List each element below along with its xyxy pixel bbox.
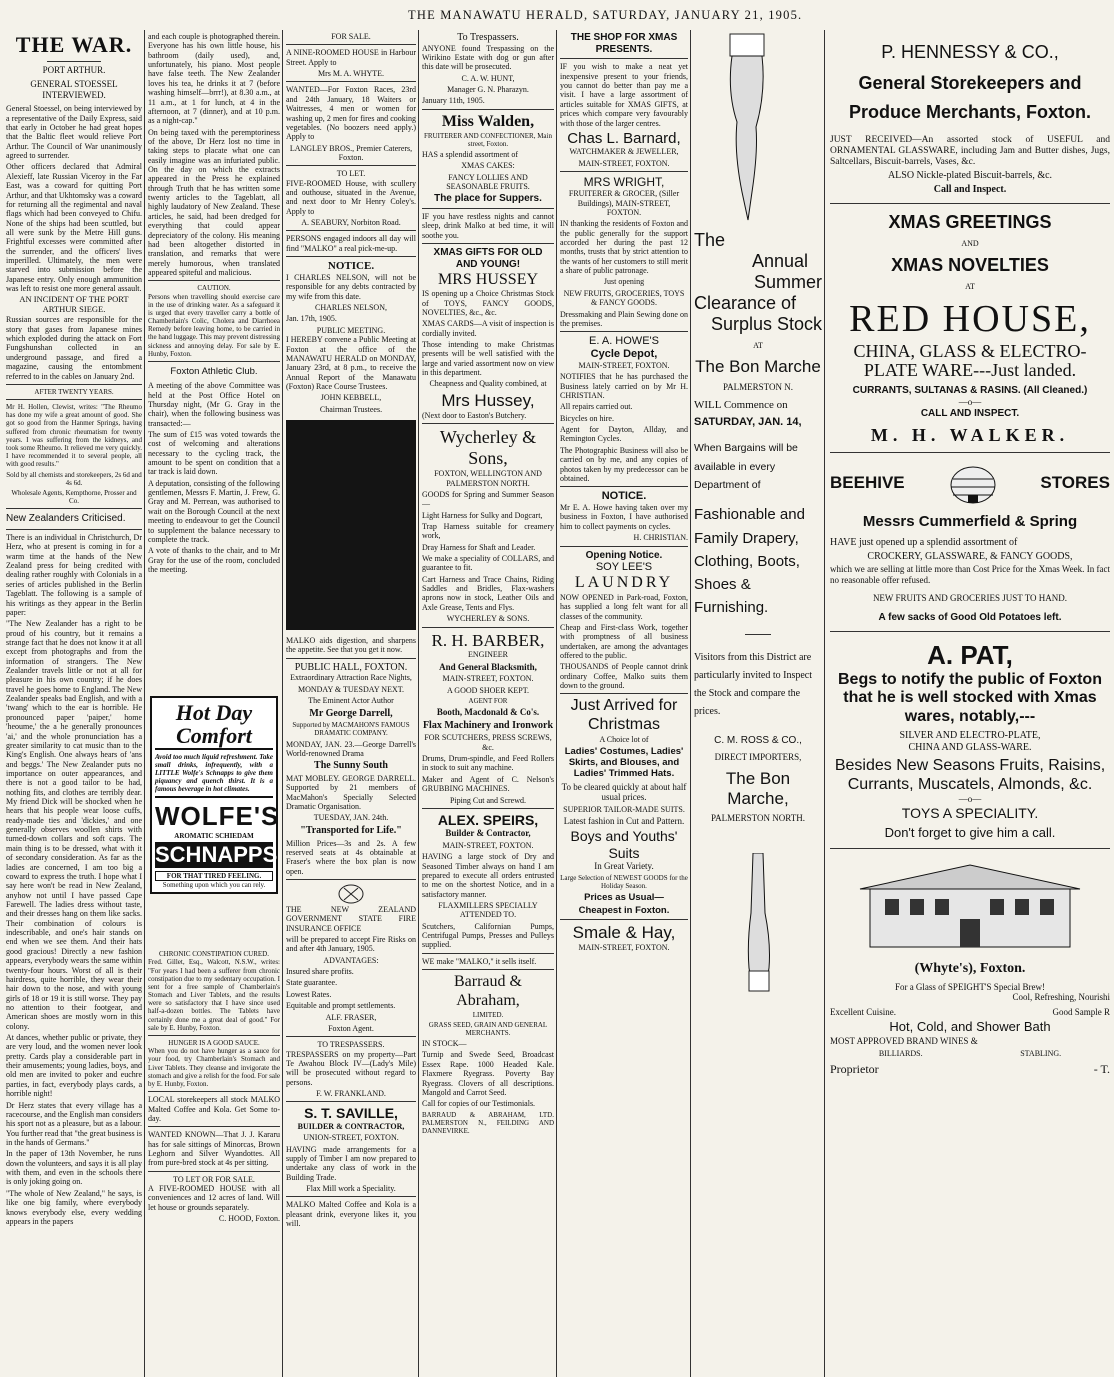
article-line: The Eminent Actor Author	[308, 696, 394, 706]
article-line: MONDAY & TUESDAY NEXT.	[297, 684, 405, 694]
section-heading: TO LET.	[336, 169, 366, 179]
signature: Chairman Trustees.	[319, 404, 383, 414]
article-paragraph: A NINE-ROOMED HOUSE in Harbour Street. Apply to	[286, 48, 416, 67]
article-paragraph: IF you wish to make a neat yet inexpensive present to your friends, you cannot do better than pay me a visit. I have a large assortment of articles suitable for XMAS GIFTS, at prices which compare very favourably with those of the larger centres.	[560, 62, 688, 128]
hot-day-title: Hot Day Comfort	[155, 701, 273, 749]
article-line: Trap Harness suitable for creamery work,	[422, 521, 554, 541]
separator-glyph: —o—	[958, 794, 982, 805]
article-paragraph: MALKO aids digestion, and sharpens the appetite. See that you get it now.	[286, 636, 416, 655]
hand-area	[694, 32, 822, 232]
article-line: UNION-STREET, FOXTON.	[303, 1133, 399, 1143]
section-heading: HUNGER IS A GOOD SAUCE.	[168, 1039, 260, 1048]
article-line: Equitable and prompt settlements.	[286, 1001, 396, 1011]
signature: Mrs M. A. WHYTE.	[317, 69, 385, 79]
importers-text: DIRECT IMPORTERS,	[714, 752, 802, 763]
bon-marche-title: The Bon Marche	[695, 356, 821, 376]
article-paragraph: XMAS CARDS—A visit of inspection is cordially invited.	[422, 319, 554, 338]
signature: ALF. FRASER,	[325, 1012, 377, 1022]
call-inspect: Call and Inspect.	[933, 183, 1007, 195]
article-paragraph: PERSONS engaged indoors all day will find "MALKO" a real pick-me-up.	[286, 234, 416, 253]
stabling-text: STABLING.	[1020, 1048, 1062, 1058]
article-line: ENGINEER	[468, 650, 508, 660]
section-heading: PUBLIC MEETING.	[316, 325, 386, 335]
coat-of-arms-icon	[336, 883, 366, 905]
article-line: Prices as Usual—	[584, 892, 664, 904]
article-line: A GOOD SHOER KEPT.	[446, 685, 530, 695]
pat-title: A. PAT,	[927, 640, 1013, 671]
column-rule	[144, 30, 145, 1377]
section-heading: PUBLIC HALL, FOXTON.	[294, 661, 408, 673]
article-line: Booth, Macdonald & Co's.	[436, 707, 540, 718]
visitors-text: Visitors from this District are particularly invited to Inspect the Stock and compare the prices.	[694, 651, 813, 717]
proprietor-row	[830, 1062, 1110, 1076]
article-paragraph: Mr H. Hollen, Clewist, writes: "The Rheumo has done my wife a great amount of good. She got so good from the Hanmer Springs, having suffered from chronic rheumatism for twenty years. I was suffering from the kidneys, and took some Rheumo. It relieved me very quickly. I have recommended it to several people, all with good results."	[6, 403, 142, 469]
china-text: CHINA AND GLASS-WARE.	[908, 741, 1032, 753]
signature: January 11th, 1905.	[422, 96, 485, 106]
section-heading: Opening Notice.	[585, 549, 663, 561]
article-paragraph: I HEREBY convene a Public Meeting at Foxton at the office of the MANAWATU HERALD on MONDAY, January 23rd, at 8 p.m., to receive the Annual Report of the Manawatu (Foxton) Race Course Trustees.	[286, 335, 416, 391]
article-line: BARRAUD & ABRAHAM, LTD. PALMERSTON N., FEILDING AND DANNEVIRKE.	[422, 1110, 554, 1136]
article-paragraph: Russian sources are responsible for the story that gases from Japanese mines which exploded during the attack on Fort Fungshunshan collected in an underground passage, and fired a magazine, causing the entombment referred to in the cables on January 2nd.	[6, 315, 142, 381]
article-paragraph: There is an individual in Christchurch, Dr Herz, who at present is coming in for a warm time at the hands of the New Zealand press for being credited with dealing rather roughly with Colonials in a series of articles published in the Berlin Tageblatt. The following is a sample of his writings as they appear in the Berlin paper:	[6, 532, 142, 617]
article-line: Bicycles on hire.	[560, 413, 614, 423]
article-paragraph: will be prepared to accept Fire Risks on and after 4th January, 1905.	[286, 935, 416, 954]
cuisine-row	[830, 1007, 1110, 1018]
tired-text: FOR THAT TIRED FEELING.	[155, 871, 273, 881]
article-line: The place for Suppers.	[434, 193, 542, 205]
article-line: In Great Variety.	[594, 861, 654, 872]
beehive-header	[830, 461, 1110, 505]
silver-text: SILVER AND ELECTRO-PLATE,	[899, 730, 1041, 742]
selling-text: which we are selling at little more than Cost Price for the Xmas Week. In fact no reasonable offer refused.	[830, 564, 1110, 585]
article-line: Drums, Drum-spindle, and Feed Rollers in stock to suit any machine.	[422, 754, 554, 773]
article-line: Cheapest in Foxton.	[578, 905, 670, 917]
article-paragraph: WE make "MALKO," it sells itself.	[422, 956, 537, 966]
article-line: WATCHMAKER & JEWELLER,	[569, 147, 679, 157]
article-paragraph: "The New Zealander has a right to be proud of his country, but it remains a strange fact that he does not know it at all except from photographs and from the information of strangers. The New Zealander travels little or not at all for pleasure in his own country; if he does travel he goes home to England. The New Zealander speaks bad English, and with a 'twang' which to the ear is horrible. He pronounced paper 'paiper,' home 'heoume,' the a he generally pronounces 'ai,' and the whole pronunciation has a greater similarity to cat music than to the King's English. One always hears of 'ans and beggs.' The New Zealander puts no importance on outer appearances, and there is not a good tailor to be had, nothing fits, and clothes are terribly dear. My friend Dick will be shocked when he hears that his people wear loose cuffs, ready-made ties and 'dickies,' and one generally observes woollen shirts with turned-down collars and soft caps. The main thing is to be dressed, what with it of secondary consideration. As far as the ladies are concerned, I am too big a coward to express the truth. I hope what I say here won't be read in New Zealand, anyhow not until I have passed Cape Farewell. The ladies dress without taste, and their dresses hang on them like sacks. Their combination of colours is indescribable, and one's hair stands on end when we see them. And their hats good gracious! Directly a new fashion appears, everybody wears the same within twenty-four hours. Worst of all is their hairdress, quite horrible, they wear their hair down to the nose, and with young girls of 18 or 19 it is still worse. They pay no attention to their footgear, and American shoes are mostly worn in this colony.	[6, 619, 142, 1031]
baths-text: Hot, Cold, and Shower Bath	[889, 1019, 1051, 1035]
hotel-building-icon	[850, 857, 1090, 957]
article-paragraph: ANYONE found Trespassing on the Wirikino Estate with dog or gun after this date will be prosecuted.	[422, 43, 554, 72]
article-line: ADVANTAGES:	[323, 955, 379, 965]
wycherley-title: Wycherley & Sons,	[439, 427, 537, 469]
article-paragraph: A FIVE-ROOMED HOUSE with all conveniences and 12 acres of land. Will let house or grounds separately.	[148, 1184, 280, 1212]
cummerfield-title: Messrs Cummerfield & Spring	[862, 513, 1078, 531]
article-line: Dressmaking and Plain Sewing done on the premises.	[560, 309, 688, 328]
article-line: Flax Mill work a Speciality.	[306, 1183, 396, 1193]
masthead	[0, 0, 1114, 30]
article-line: FRUITERER AND CONFECTIONER, Main street, Foxton.	[424, 131, 552, 148]
article-line: SUPERIOR TAILOR-MADE SUITS.	[563, 804, 685, 814]
also-text: ALSO Nickle-plated Biscuit-barrels, &c.	[887, 169, 1053, 181]
article-line: Cart Harness and Trace Chains, Riding Saddles and Bridles, Flax-washers aprons now in stock, Leather Oils and Axle Grease, Tents and Flys.	[422, 574, 554, 612]
column-rule	[556, 30, 557, 1377]
section-heading: To Trespassers.	[457, 32, 519, 43]
column-2	[148, 32, 280, 1372]
article-line: Call for copies of our Testimonials.	[422, 1099, 536, 1109]
article-line: LIMITED.	[472, 1010, 504, 1019]
beehive-word: BEEHIVE	[830, 473, 905, 493]
xmas-greetings: XMAS GREETINGS	[888, 212, 1052, 233]
new-fruits-text: NEW FRUITS AND GROCERIES JUST TO HAND.	[872, 593, 1068, 604]
hennessy-title: P. HENNESSY & CO.,	[881, 42, 1059, 62]
article-paragraph: Mr E. A. Howe having taken over my business in Foxton, I have authorised him to collect payments on cycles.	[560, 503, 688, 531]
walden-title: Miss Walden,	[441, 112, 535, 130]
signature: Jan. 17th, 1905.	[286, 314, 337, 324]
article-paragraph: HAVING made arrangements for a supply of Timber I am now prepared to undertake any class of work in the Building Trade.	[286, 1144, 416, 1182]
article-line: Agent for Dayton, Allday, and Remington Cycles.	[560, 425, 688, 444]
article-line: Lowest Rates.	[286, 989, 332, 999]
article-line: FLAXMILLERS SPECIALLY ATTENDED TO.	[438, 900, 538, 920]
article-line: AGENT FOR	[468, 697, 508, 706]
cuisine-text: Excellent Cuisine.	[830, 1006, 896, 1017]
column-1	[6, 32, 142, 1372]
column-rule	[690, 30, 691, 1377]
annual-word: Annual	[751, 251, 808, 272]
article-paragraph: TRESPASSERS on my property—Part Te Awahou Block IV—(Lady's Mile) will be prosecuted without regard to persons.	[286, 1049, 416, 1087]
currants-text: CURRANTS, SULTANAS & RASINS. (All Cleaned.)	[852, 385, 1088, 397]
article-line: The Sunny South	[314, 760, 388, 772]
the-word: The	[694, 230, 726, 250]
article-paragraph: NOTIFIES that he has purchased the Business lately carried on by Mr H. CHRISTIAN.	[560, 372, 688, 401]
article-line: MAIN-STREET, FOXTON.	[442, 674, 534, 684]
smale-hay-title: Smale & Hay,	[572, 923, 676, 943]
signature: JOHN KEBBELL,	[320, 393, 382, 403]
at-word: AT	[753, 341, 763, 351]
crockery-text: CROCKERY, GLASSWARE, & FANCY GOODS,	[867, 550, 1073, 562]
signature: WYCHERLEY & SONS.	[446, 614, 530, 624]
christmas-title: Just Arrived for Christmas	[570, 697, 678, 734]
article-line: All repairs carried out.	[560, 402, 633, 412]
wright-title: MRS WRIGHT,	[583, 175, 665, 190]
seasons-text: Besides New Seasons Fruits, Raisins, Currants, Muscatels, Almonds, &c.	[834, 757, 1106, 793]
war-sub: PORT ARTHUR.	[42, 64, 106, 75]
just-received-text: JUST RECEIVED—An assorted stock of USEFUL and ORNAMENTAL GLASSWARE, including Jam and Butter dishes, Jugs, Saltcellars, Biscuit-barrels, Vases, &c.	[830, 134, 1110, 167]
boys-suits: Boys and Youths' Suits	[570, 828, 678, 861]
article-paragraph: Sold by all chemists and storekeepers, 2s 6d and 4s 6d.	[6, 470, 142, 487]
barber-title: R. H. BARBER,	[431, 630, 545, 650]
article-line: Flax Machinery and Ironwork	[422, 719, 554, 731]
article-line: GOODS for Spring and Summer Season—	[422, 489, 554, 509]
article-line: MAT MOBLEY. GEORGE DARRELL. Supported by 21 members of MacMahon's Specially Selected Dramatic Organisation.	[286, 774, 416, 812]
saville-title: S. T. SAVILLE,	[304, 1105, 398, 1122]
article-paragraph: THOUSANDS of People cannot drink ordinary Coffee, Malko suits them down to the ground.	[560, 662, 688, 691]
proprietor-name: - T.	[1093, 1062, 1110, 1077]
section-heading: TO TRESPASSERS.	[317, 1040, 385, 1050]
masthead-text: THE MANAWATU HERALD, SATURDAY, JANUARY 21, 1905.	[408, 8, 803, 22]
article-line: Insured share profits.	[286, 967, 354, 977]
separator-glyph: —o—	[958, 397, 982, 408]
article-line: FOXTON, WELLINGTON AND PALMERSTON NORTH.	[434, 469, 542, 488]
sample-text: Good Sample R	[1052, 1006, 1110, 1017]
article-line: MAIN-STREET, FOXTON.	[442, 840, 534, 850]
article-line: Piping Cut and Screwd.	[450, 795, 526, 805]
article-paragraph: Wholesale Agents, Kempthorne, Prosser and Co.	[11, 488, 137, 506]
article-paragraph: and each couple is photographed therein. Everyone has his own little house, his bathroom (daily used), and, unfortunately, his piano. Most people have false teeth. The New Zealander loves his tea, he drinks it at 7 (before washing himself—brrr!), at 8.30 a.m., at 11 a.m., at 1 for lunch, at 4 in the afternoon, at 7 (dinner), and at 10 p.m. as a night-cap."	[148, 32, 280, 126]
china-glass-text: CHINA, GLASS & ELECTRO-PLATE WARE---Just landed.	[853, 340, 1087, 380]
howe-sub: Cycle Depot,	[590, 348, 658, 361]
war-title: THE WAR.	[15, 32, 133, 57]
article-line: And General Blacksmith,	[439, 661, 537, 672]
article-line: Mr George Darrell,	[309, 707, 393, 719]
article-paragraph: The sum of £15 was voted towards the cost of welcoming and alterations necessary to the cycling track, the amount to be spent on condition that a tar track is laid down.	[148, 429, 280, 477]
clearance-word: Clearance of	[694, 293, 797, 314]
article-line: XMAS CAKES:	[461, 161, 515, 171]
column-7	[830, 32, 1110, 1377]
wines-text: MOST APPROVED BRAND WINES &	[830, 1036, 978, 1047]
article-paragraph: On being taxed with the peremptoriness of the above, Dr Herz lost no time in taking steps to placate what one can easily imagine was an infuriated public. On the day on which the extracts appeared in the Press he explained through Truth that he has written some twenty articles to the Tageblatt, all highly laudatory of New Zealand. These articles, he said, had been dredged for everything that could appear depreciatory of the colony. His meaning had been altogether distorted in translation, and remarks that were merely humorous, when translated appeared spiteful and malicious.	[148, 127, 280, 277]
potatoes-text: A few sacks of Good Old Potatoes left.	[878, 611, 1062, 623]
article-paragraph: Turnip and Swede Seed, Broadcast Essex Rape. 1000 Headed Kale. Flaxmere Ryegrass. Poverty Bay Ryegrass. Clovers of all descriptions. Mangold and Carrot Seed.	[422, 1050, 554, 1097]
palmerston-text: PALMERSTON N.	[722, 382, 794, 393]
article-paragraph: At dances, whether public or private, they are very loud, and the women never look pretty. Cards play a considerable part in their amusements; young ladies, boys, and old men are invited to poker and euchre parties, in fact, everybody plays cards, a horrible night!	[6, 1033, 142, 1099]
will-commence: WILL Commence on	[694, 398, 788, 411]
wolfe-brand: WOLFE'S	[155, 801, 280, 832]
article-line: (Next door to Easton's Butchery.	[422, 410, 527, 420]
billiards-row	[830, 1049, 1110, 1058]
article-line: Extraordinary Attraction Race Nights,	[290, 673, 412, 683]
xmas-novelties: XMAS NOVELTIES	[891, 254, 1049, 275]
article-paragraph: Other officers declared that Admiral Alexieff, late Russian Viceroy in the Far East, was a coward for quitting Port Arthur, and that Ukhtomsky was a coward for returning all the regimental and naval flags which had been conveyed to Chifu. None of the ships had been scuttled, but all were sunk by the Metre Hill guns. Frightful excesses were committed after the surrender, and the officers' lives imperilled. Ultimately, the men were starved into submission before the Japanese entry. Only enough ammunition was left to resist one more general assault.	[6, 162, 142, 294]
hussey-name: Mrs Hussey,	[441, 390, 535, 410]
article-line: MAIN-STREET, FOXTON.	[578, 360, 670, 370]
section-heading: FOR SALE.	[331, 32, 371, 41]
article-line: Just opening	[603, 277, 645, 287]
summer-word: Summer	[753, 272, 822, 293]
article-paragraph: WANTED—For Foxton Races, 23rd and 24th January, 18 Waiters or Waitresses, 4 men or women for washing up, 2 men for fires and cooking vegetables. (No boozers need apply.) Apply to	[286, 85, 416, 142]
section-heading: New Zealanders Criticised.	[6, 513, 126, 525]
section-heading: Foxton Athletic Club.	[170, 366, 258, 378]
war-head: GENERAL STOESSEL INTERVIEWED.	[30, 79, 118, 100]
article-line: MONDAY, JAN. 23.—George Darrell's World-renowned Drama	[286, 739, 416, 758]
signature: C. HOOD, Foxton.	[218, 1214, 280, 1224]
bon-marche-title-2: The Bon Marche,	[725, 768, 791, 808]
signature: Foxton Agent.	[328, 1023, 374, 1033]
saturday-date: SATURDAY, JAN. 14,	[694, 415, 802, 428]
signature: LANGLEY BROS., Premier Caterers, Foxton.	[289, 143, 413, 162]
signature: H. CHRISTIAN.	[633, 533, 688, 543]
schnapps-advert	[150, 696, 278, 894]
dont-forget: Don't forget to give him a call.	[884, 825, 1056, 841]
article-paragraph: LOCAL storekeepers all stock MALKO Malted Coffee and Kola. Get Some to-day.	[148, 1095, 280, 1123]
signature: A. SEABURY, Norbiton Road.	[301, 218, 401, 228]
schnapps-brand: SCHNAPPS	[155, 842, 278, 868]
article-line: State guarantee.	[286, 978, 338, 988]
have-text: HAVE just opened up a splendid assortment of	[830, 536, 1018, 548]
column-rule	[824, 30, 825, 1377]
article-line: Large Selection of NEWEST GOODS for the Holiday Season.	[560, 873, 688, 890]
pointing-hand-icon	[743, 853, 773, 993]
column-6	[694, 32, 822, 1372]
article-line: FANCY LOLLIES AND SEASONABLE FRUITS.	[446, 172, 530, 192]
section-heading: CHRONIC CONSTIPATION CURED.	[158, 950, 269, 959]
at-word-2: AT	[965, 281, 975, 291]
article-paragraph: When you do not have hunger as a sauce for your food, try Chamberlain's Stomach and Liver Tablets. They cleanse and invigorate the stomach and give a relish for the food. For sale by E. Hunby, Foxton.	[148, 1047, 280, 1088]
section-heading: NOTICE.	[327, 260, 375, 273]
article-paragraph: A meeting of the above Committee was held at the Post Office Hotel on Thursday night, (Mr G. Gray in the chair), when the following business was transacted:—	[148, 381, 280, 428]
section-heading: XMAS GIFTS FOR OLD AND YOUNG!	[433, 247, 543, 270]
laundry-title: LAUNDRY	[574, 574, 674, 592]
signature: CHARLES NELSON,	[314, 303, 387, 313]
article-line: "Transported for Life."	[300, 824, 402, 836]
speirs-title: ALEX. SPEIRS,	[437, 811, 539, 828]
article-line: IN STOCK—	[422, 1039, 467, 1049]
article-paragraph: Scutchers, Californian Pumps, Centrifugal Pumps, Presses and Pulleys supplied.	[422, 921, 554, 950]
red-house-title: RED HOUSE,	[849, 298, 1091, 341]
article-paragraph: HAVING a large stock of Dry and Seasoned Timber always on hand I am prepared to execute all orders entrusted to me on the shortest Notice, and in a satisfactory manner.	[422, 852, 554, 899]
article-line: FOR SCUTCHERS, PRESS SCREWS, &c.	[424, 733, 552, 752]
pointing-hand-icon	[722, 32, 772, 222]
billiards-text: BILLIARDS.	[878, 1048, 923, 1058]
article-paragraph: IS opening up a Choice Christmas Stock of TOYS, FANCY GOODS, NOVELTIES, &c., &c.	[422, 289, 554, 317]
article-line: Cheapness and Quality combined, at	[429, 379, 547, 389]
column-5	[560, 32, 688, 1372]
refreshing-text: Cool, Refreshing, Nourishi	[1012, 992, 1110, 1003]
article-line: Dray Harness for Shaft and Leader.	[422, 542, 536, 552]
article-line: MAIN-STREET, FOXTON.	[578, 158, 670, 168]
article-line: BUILDER & CONTRACTOR,	[297, 1121, 405, 1131]
beehive-icon	[938, 461, 1008, 505]
section-heading: AFTER TWENTY YEARS.	[34, 387, 114, 396]
tired-sub: Something upon which you can rely.	[162, 880, 266, 889]
signature: Manager G. N. Pharazyn.	[447, 85, 529, 95]
article-paragraph: WANTED KNOWN—That J. J. Kararu has for sale sittings of Minorcas, Brown Leghorn and Silver Wyandottes. All from pure-bred stock at 4s per sitting.	[148, 1130, 280, 1168]
blacked-out-area	[286, 420, 416, 630]
speights-text: For a Glass of SPEIGHT'S Special Brew!	[894, 981, 1046, 992]
signature: C. A. W. HUNT,	[461, 73, 515, 83]
storekeepers-text: General Storekeepers and Produce Merchants, Foxton.	[848, 73, 1092, 122]
article-line: Latest fashion in Cut and Pattern.	[563, 815, 685, 826]
article-paragraph: In the paper of 13th November, he runs down the volunteers, and says it is all play with them, and even in the schools there is only joking going on.	[6, 1149, 142, 1187]
barraud-title: Barraud & Abraham,	[454, 973, 522, 1009]
call-and-inspect: CALL AND INSPECT.	[920, 407, 1020, 419]
section-heading: THE SHOP FOR XMAS PRESENTS.	[570, 32, 678, 55]
article-paragraph: THE NEW ZEALAND GOVERNMENT STATE FIRE INSURANCE OFFICE	[286, 904, 416, 933]
column-rule	[282, 30, 283, 1377]
article-paragraph: MALKO Malted Coffee and Kola is a pleasant drink, everyone likes it, you will.	[286, 1200, 416, 1229]
article-line: Maker and Agent of C. Nelson's GRUBBING MACHINES.	[422, 774, 554, 794]
article-line: To be cleared quickly at about half usual prices.	[561, 781, 687, 803]
article-line: NEW FRUITS, GROCERIES, TOYS & FANCY GOODS.	[563, 288, 685, 308]
article-paragraph: A deputation, consisting of the following gentlemen, Messrs F. Martin, J. Frew, G. Gray and M. Perrean, was authorised to wait on the Borough Council at the next meeting to endeavour to get the Council to supplement the balance necessary to complete the track.	[148, 478, 280, 544]
article-line: Light Harness for Sulky and Dogcart,	[422, 510, 543, 520]
article-paragraph: FIVE-ROOMED House, with scullery and outhouse, situated in the Avenue, and next door to Mr Henry Coley's. Apply to	[286, 178, 416, 216]
article-line: GRASS SEED, GRAIN AND GENERAL MERCHANTS.	[428, 1020, 548, 1037]
article-line: Builder & Contractor,	[445, 828, 531, 839]
fashionable-text: Fashionable and Family Drapery, Clothing, Boots, Shoes & Furnishing.	[694, 506, 805, 617]
article-paragraph: Persons when travelling should exercise care in the use of drinking water. As a safeguard it is urged that every traveller carry a bottle of Chamberlain's Colic, Cholera and Diarrhoea Remedy before leaving home, to be carried in the hand luggage. This may prevent distressing sickness and annoying delay. For sale by E. Hunby, Foxton.	[148, 292, 280, 358]
article-paragraph: Dr Herz states that every village has a racecourse, and the English man considers his sport not as a pleasure, but as a labour. You further read that "the great business is in the hands of Germans."	[6, 1100, 142, 1147]
article-line: FRUITERER & GROCER, (Siller Buildings), MAIN-STREET, FOXTON.	[568, 189, 680, 217]
article-paragraph: I CHARLES NELSON, will not be responsible for any debts contracted by my wife from this date.	[286, 273, 416, 301]
article-paragraph: Cheap and First-class Work, together with promptness of all business undertaken, are among the advantages offered to the public.	[560, 622, 688, 660]
article-paragraph: IF you have restless nights and cannot sleep, drink Malko at bed time, it will soothe you.	[422, 212, 554, 240]
article-line: A Choice lot of	[599, 734, 649, 744]
article-paragraph: Those intending to make Christmas presents will be well satisfied with the large and varied assortment now on view in this department.	[422, 340, 554, 378]
and-word: AND	[961, 239, 979, 249]
signature: F. W. FRANKLAND.	[316, 1089, 386, 1099]
walker-title: M. H. WALKER.	[870, 425, 1070, 446]
ross-title: C. M. ROSS & CO.,	[714, 734, 802, 746]
article-paragraph: "The whole of New Zealand," he says, is like one big family, where everybody knows everybody else, every wedding appears in the papers	[6, 1188, 142, 1226]
article-line: Ladies' Costumes, Ladies' Skirts, and Blouses, and Ladies' Trimmed Hats.	[564, 746, 684, 780]
article-line: We make a speciality of COLLARS, and guarantee to fit.	[422, 554, 554, 573]
section-heading: AN INCIDENT OF THE PORT ARTHUR SIEGE.	[19, 294, 129, 315]
proprietor-label: Proprietor	[830, 1062, 879, 1077]
column-4	[422, 32, 554, 1372]
article-line: Supported by MACMAHON'S FAMOUS DRAMATIC COMPANY.	[292, 721, 410, 738]
column-rule	[418, 30, 419, 1377]
hussey-title: MRS HUSSEY	[437, 270, 539, 288]
stores-word: STORES	[1040, 473, 1110, 493]
wolfe-sub: AROMATIC SCHIEDAM	[174, 831, 254, 840]
article-line: Million Prices—3s and 2s. A few reserved seats at 4s obtainable at Fraser's where the box plan is now open.	[286, 838, 416, 876]
article-line: MAIN-STREET, FOXTON.	[578, 943, 670, 953]
barnard-title: Chas L. Barnard,	[567, 129, 681, 147]
howe-title: E. A. HOWE'S	[589, 335, 659, 348]
section-heading: NOTICE.	[601, 490, 647, 503]
whytes-title: (Whyte's), Foxton.	[914, 961, 1026, 977]
article-paragraph: General Stoessel, on being interviewed by a representative of the Daily Express, said that early in October he had great hopes that the Baltic fleet would relieve Port Arthur. The Council of War unanimously agreed to surrender.	[6, 104, 142, 161]
article-paragraph: The Photographic Business will also be carried on by me, and any copies of photos taken by my predecessor can be obtained.	[560, 445, 688, 483]
bargains-text: When Bargains will be available in every Department of	[694, 441, 798, 492]
section-heading: TO LET OR FOR SALE.	[173, 1174, 255, 1184]
article-paragraph: NOW OPENED in Park-road, Foxton, has supplied a long felt want for all classes of the community.	[560, 592, 688, 621]
palmerston-text-2: PALMERSTON NORTH.	[711, 812, 805, 823]
soy-lee-title: SOY LEE'S	[595, 561, 653, 574]
hot-day-text: Avoid too much liquid refreshment. Take small drinks, infrequently, with a LITTLE Wolfe's Schnapps to give them piquancy and quench thirst. It is a famous beverage in hot climates.	[155, 753, 273, 799]
surplus-word: Surplus Stock	[710, 314, 822, 335]
article-paragraph: HAS a splendid assortment of	[422, 149, 518, 159]
section-heading: CAUTION.	[197, 284, 231, 293]
article-paragraph: Fred. Gillet, Esq., Walcott, N.S.W., writes: "For years I had been a sufferer from chronic constipation due to my sedentary occupation. I sent for a free sample of Chamberlain's Stomach and Liver Tablets, and the results were so satisfactory that I have since used half-a-dozen bottles. The Tablets have certainly done me a great deal of good." For sale by E. Hunby, Foxton.	[148, 958, 280, 1032]
toys-text: TOYS A SPECIALITY.	[901, 804, 1039, 821]
article-paragraph: A vote of thanks to the chair, and to Mr Gray for the use of the room, concluded the meeting.	[148, 546, 280, 574]
column-3	[286, 32, 416, 1372]
article-line: TUESDAY, JAN. 24th.	[313, 813, 389, 823]
article-paragraph: IN thanking the residents of Foxton and the public generally for the support accorded her during the past 12 months, trusts that by strict attention to the wants of her customers to still merit a share of public patronage.	[560, 219, 688, 276]
pat-notify: Begs to notify the public of Foxton that he is well stocked with Xmas wares, notably,---	[838, 670, 1102, 725]
